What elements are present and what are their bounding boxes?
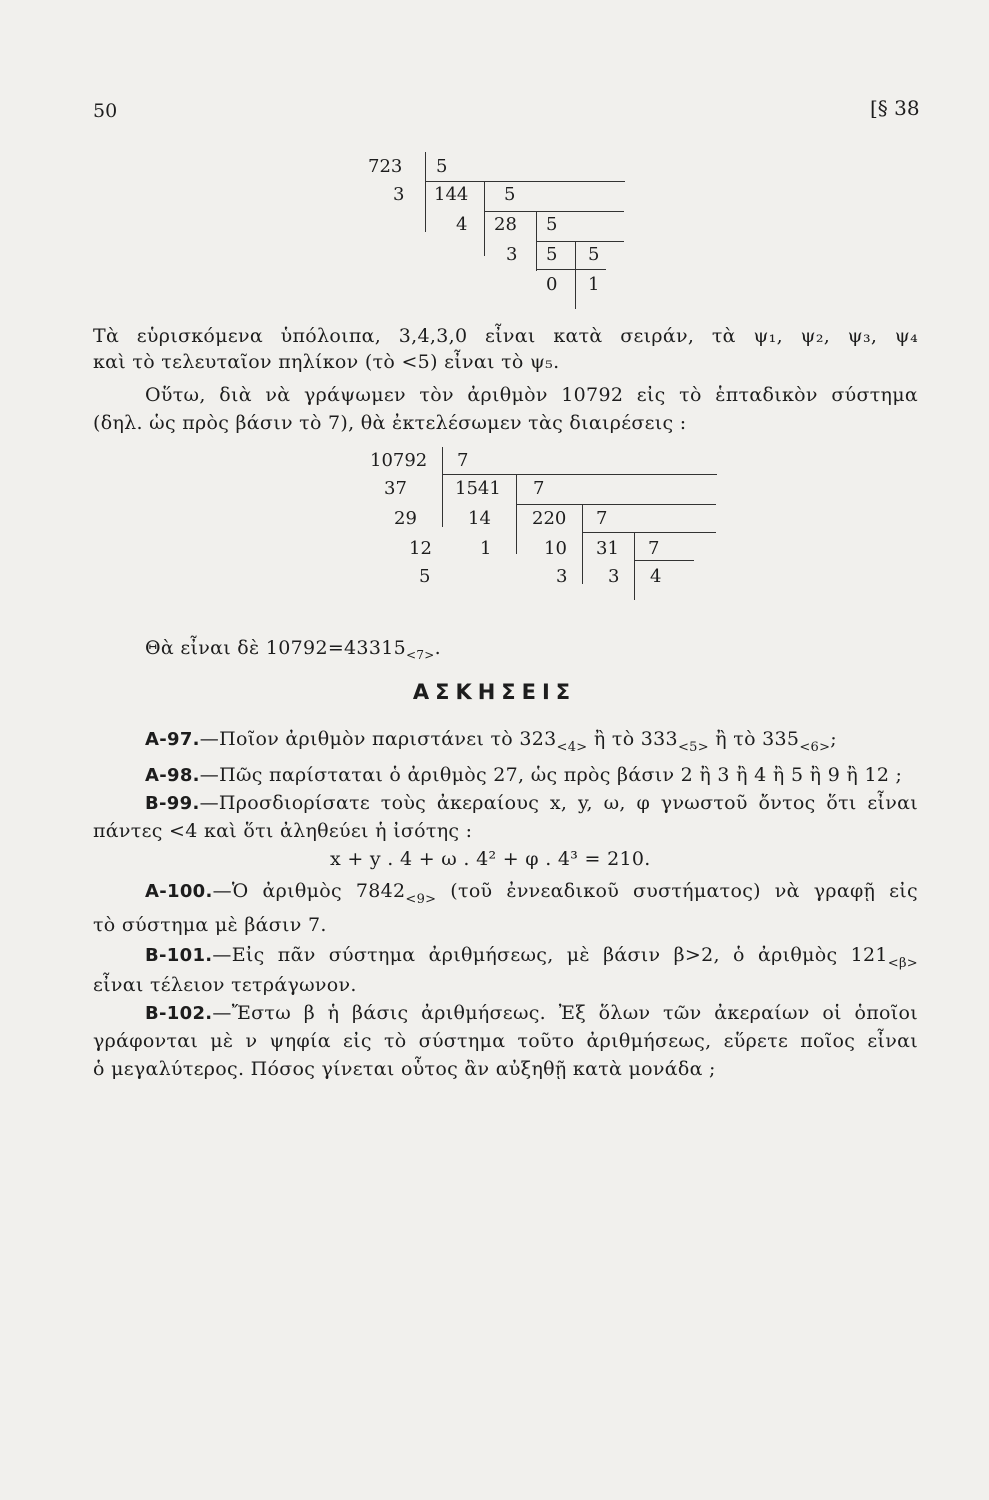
exercise-a97-sub-2: <5> xyxy=(677,740,709,755)
div2-hline-3 xyxy=(582,532,716,533)
div1-remainder-2: 4 xyxy=(456,214,468,235)
exercise-a100-text: —Ὁ ἀριθμὸς 7842 xyxy=(212,880,406,902)
div2-hline-4 xyxy=(634,560,694,561)
exercise-a98-text: —Πῶς παρίσταται ὁ ἀριθμὸς 27, ὡς πρὸς βάσιν 2 ἢ 3 ἢ 4 ἢ 5 ἢ 9 ἢ 12 ; xyxy=(199,764,903,786)
exercise-a98 xyxy=(93,762,918,789)
div1-vline-2 xyxy=(484,181,485,256)
div2-remainder-1: 1 xyxy=(480,538,492,559)
div2-quotient-4: 4 xyxy=(650,566,662,587)
section-reference: [§ 38 xyxy=(870,96,920,120)
div2-divisor-2: 7 xyxy=(533,478,545,499)
div2-quotient-2: 220 xyxy=(532,508,567,529)
div1-vline-1 xyxy=(425,152,426,232)
exercise-a100-text-2: (τοῦ ἐννεαδικοῦ συστήματος) νὰ γραφῇ εἰς xyxy=(436,880,918,902)
div1-hline-3 xyxy=(536,241,624,242)
div1-quotient-1: 144 xyxy=(434,184,469,205)
exercise-b101-sub: <β> xyxy=(887,956,918,971)
div2-remainder-4: 3 xyxy=(608,566,620,587)
exercise-a98-label: Α-98. xyxy=(145,765,200,786)
result-end: . xyxy=(434,637,441,659)
div1-quotient-2: 28 xyxy=(494,214,517,235)
exercise-a97-sub-1: <4> xyxy=(556,740,588,755)
div2-partial-4: 12 xyxy=(409,538,432,559)
div1-quotient-4: 1 xyxy=(588,274,600,295)
exercise-b99-line-2: πάντες <4 καὶ ὅτι ἀληθεύει ἡ ἰσότης : xyxy=(93,820,473,842)
div2-quotient-3: 31 xyxy=(596,538,619,559)
exercise-b101-label: Β-101. xyxy=(145,945,213,966)
div1-remainder-4: 0 xyxy=(546,274,558,295)
exercise-b101-line-2: εἶναι τέλειον τετράγωνον. xyxy=(93,974,357,996)
div1-hline-4 xyxy=(536,269,606,270)
exercises-heading: ΑΣΚΗΣΕΙΣ xyxy=(412,680,577,704)
exercise-a97-text: —Ποῖον ἀριθμὸν παριστάνει τὸ 323 xyxy=(199,728,557,750)
div2-divisor-3: 7 xyxy=(596,508,608,529)
div2-partial-5: 10 xyxy=(544,538,567,559)
div2-dividend: 10792 xyxy=(370,450,428,471)
div2-vline-4 xyxy=(634,532,635,600)
exercise-b101 xyxy=(93,942,918,971)
result-text: Θὰ εἶναι δὲ 10792=43315 xyxy=(145,637,406,659)
exercise-a100-line-2: τὸ σύστημα μὲ βάσιν 7. xyxy=(93,914,327,936)
div1-quotient-3: 5 xyxy=(546,244,558,265)
exercise-b102-line-3: ὁ μεγαλύτερος. Πόσος γίνεται οὗτος ἂν αὐξηθῇ κατὰ μονάδα ; xyxy=(93,1058,716,1080)
div1-divisor-3: 5 xyxy=(546,214,558,235)
exercise-b102-text: —Ἔστω β ἡ βάσις ἀριθμήσεως. Ἐξ ὅλων τῶν ἀκεραίων οἱ ὁποῖοι xyxy=(212,1002,918,1024)
exercise-b99-label: Β-99. xyxy=(145,793,200,814)
result-line xyxy=(93,635,918,668)
div2-vline-1 xyxy=(442,447,443,527)
div1-remainder-1: 3 xyxy=(393,184,405,205)
div2-remainder-2: 5 xyxy=(419,566,431,587)
paragraph-1-line-1: Τὰ εὑρισκόμενα ὑπόλοιπα, 3,4,3,0 εἶναι κατὰ σειράν, τὰ ψ₁, ψ₂, ψ₃, ψ₄ xyxy=(93,325,918,347)
exercise-b102 xyxy=(93,1000,918,1027)
div2-quotient-1: 1541 xyxy=(455,478,501,499)
div2-hline-1 xyxy=(442,474,717,475)
div1-vline-4 xyxy=(575,241,576,309)
div1-divisor-2: 5 xyxy=(504,184,516,205)
div2-hline-2 xyxy=(516,504,716,505)
exercise-b101-text: —Εἰς πᾶν σύστημα ἀριθμήσεως, μὲ βάσιν β>2, ὁ ἀριθμὸς 121 xyxy=(212,944,888,966)
exercise-a97-text-2: ἢ τὸ 333 xyxy=(587,728,678,750)
div2-partial-1: 37 xyxy=(384,478,407,499)
div2-divisor-4: 7 xyxy=(648,538,660,559)
exercise-b102-line-2: γράφονται μὲ ν ψηφία εἰς τὸ σύστημα τοῦτο ἀριθμήσεως, εὕρετε ποῖος εἶναι xyxy=(93,1030,918,1052)
exercise-a97-text-4: ; xyxy=(830,728,837,750)
exercise-b102-label: Β-102. xyxy=(145,1003,213,1024)
div2-partial-3: 14 xyxy=(468,508,491,529)
result-base: <7> xyxy=(406,647,435,662)
div1-divisor-4: 5 xyxy=(588,244,600,265)
exercise-a97-text-3: ἢ τὸ 335 xyxy=(708,728,800,750)
exercise-a100-label: Α-100. xyxy=(145,881,213,902)
exercise-b99 xyxy=(93,790,918,817)
div2-partial-2: 29 xyxy=(394,508,417,529)
div2-remainder-3: 3 xyxy=(556,566,568,587)
paragraph-2-line-1: Οὕτω, διὰ νὰ γράψωμεν τὸν ἀριθμὸν 10792 εἰς τὸ ἑπταδικὸν σύστημα xyxy=(145,384,918,406)
div1-hline-1 xyxy=(425,181,625,182)
div2-vline-3 xyxy=(582,504,583,584)
exercise-a97 xyxy=(93,726,918,755)
exercise-a97-sub-3: <6> xyxy=(799,740,831,755)
exercise-a100-sub: <9> xyxy=(405,892,437,907)
div2-divisor: 7 xyxy=(457,450,469,471)
paragraph-1-line-2: καὶ τὸ τελευταῖον πηλίκον (τὸ <5) εἶναι τὸ ψ₅. xyxy=(93,351,560,373)
div2-vline-2 xyxy=(516,474,517,554)
exercise-b99-text: —Προσδιορίσατε τοὺς ἀκεραίους x, y, ω, φ γνωστοῦ ὄντος ὅτι εἶναι xyxy=(199,792,918,814)
paragraph-2-line-2: (δηλ. ὡς πρὸς βάσιν τὸ 7), θὰ ἐκτελέσωμεν τὰς διαιρέσεις : xyxy=(93,412,687,434)
div1-remainder-3: 3 xyxy=(506,244,518,265)
div1-dividend: 723 xyxy=(368,156,403,177)
exercise-a97-label: Α-97. xyxy=(145,729,200,750)
div1-hline-2 xyxy=(484,211,624,212)
div1-divisor: 5 xyxy=(436,156,448,177)
exercise-b99-equation: x + y . 4 + ω . 4² + φ . 4³ = 210. xyxy=(330,848,651,870)
exercise-a100 xyxy=(93,878,918,907)
page-number: 50 xyxy=(93,100,118,122)
